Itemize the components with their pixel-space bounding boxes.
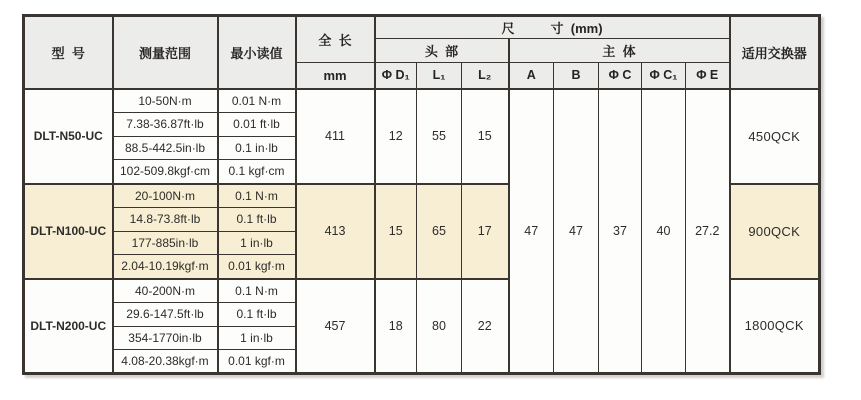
range-cell: 354-1770in·lb [113, 326, 218, 350]
header-total-length: 全 长 [296, 16, 375, 63]
header-min-reading: 最小读值 [218, 16, 296, 89]
spec-table [22, 14, 821, 375]
range-cell: 177-885in·lb [113, 231, 218, 255]
min-reading-cell: 0.1 ft·lb [218, 302, 296, 326]
dim-c1-cell: 40 [642, 89, 686, 374]
min-reading-cell: 0.01 ft·lb [218, 112, 296, 136]
l2-cell: 22 [462, 279, 509, 374]
range-cell: 7.38-36.87ft·lb [113, 112, 218, 136]
range-cell: 2.04-10.19kgf·m [113, 255, 218, 279]
l1-cell: 65 [417, 184, 462, 279]
l2-cell: 17 [462, 184, 509, 279]
length-cell: 413 [296, 184, 375, 279]
range-cell: 14.8-73.8ft·lb [113, 207, 218, 231]
dim-e-cell: 27.2 [686, 89, 730, 374]
header-dim-phi-c1: Φ C₁ [642, 63, 686, 89]
length-cell: 457 [296, 279, 375, 374]
min-reading-cell: 0.1 kgf·cm [218, 160, 296, 184]
d1-cell: 18 [375, 279, 417, 374]
header-head-section: 头 部 [375, 39, 509, 63]
min-reading-cell: 0.01 kgf·m [218, 255, 296, 279]
model-cell: DLT-N50-UC [24, 89, 113, 184]
header-dim-b: B [554, 63, 599, 89]
d1-cell: 15 [375, 184, 417, 279]
table-header [24, 16, 820, 89]
table-row [24, 89, 820, 113]
dim-a-cell: 47 [509, 89, 554, 374]
model-cell: DLT-N200-UC [24, 279, 113, 374]
range-cell: 40-200N·m [113, 279, 218, 303]
header-dim-phi-d1: Φ D₁ [375, 63, 417, 89]
min-reading-cell: 0.01 N·m [218, 89, 296, 113]
header-length-unit: mm [296, 63, 375, 89]
min-reading-cell: 0.1 in·lb [218, 136, 296, 160]
header-model: 型 号 [24, 16, 113, 89]
l2-cell: 15 [462, 89, 509, 184]
header-body-section: 主 体 [509, 39, 730, 63]
adapter-cell: 1800QCK [730, 279, 820, 374]
d1-cell: 12 [375, 89, 417, 184]
header-dim-l1: L₁ [417, 63, 462, 89]
range-cell: 29.6-147.5ft·lb [113, 302, 218, 326]
range-cell: 4.08-20.38kgf·m [113, 350, 218, 374]
dim-c-cell: 37 [599, 89, 642, 374]
range-cell: 88.5-442.5in·lb [113, 136, 218, 160]
header-dimensions: 尺 寸 (mm) [375, 16, 730, 39]
min-reading-cell: 0.1 ft·lb [218, 207, 296, 231]
min-reading-cell: 0.1 N·m [218, 279, 296, 303]
header-adapter: 适用交换器 [730, 16, 820, 89]
dim-b-cell: 47 [554, 89, 599, 374]
length-cell: 411 [296, 89, 375, 184]
header-range: 测量范围 [113, 16, 218, 89]
min-reading-cell: 1 in·lb [218, 231, 296, 255]
l1-cell: 55 [417, 89, 462, 184]
header-dim-a: A [509, 63, 554, 89]
header-dim-phi-e: Φ E [686, 63, 730, 89]
range-cell: 102-509.8kgf·cm [113, 160, 218, 184]
min-reading-cell: 0.1 N·m [218, 184, 296, 208]
model-cell: DLT-N100-UC [24, 184, 113, 279]
range-cell: 10-50N·m [113, 89, 218, 113]
header-dim-phi-c: Φ C [599, 63, 642, 89]
adapter-cell: 450QCK [730, 89, 820, 184]
l1-cell: 80 [417, 279, 462, 374]
adapter-cell: 900QCK [730, 184, 820, 279]
range-cell: 20-100N·m [113, 184, 218, 208]
min-reading-cell: 0.01 kgf·m [218, 350, 296, 374]
min-reading-cell: 1 in·lb [218, 326, 296, 350]
header-dim-l2: L₂ [462, 63, 509, 89]
